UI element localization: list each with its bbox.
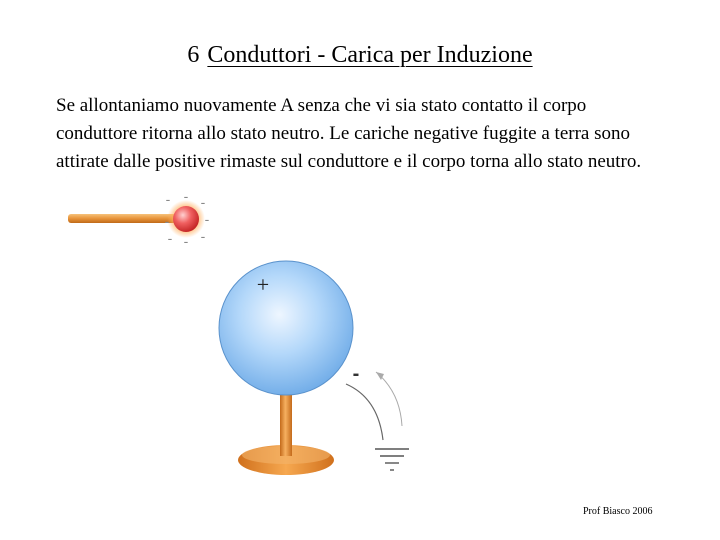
rod-charge-sign: -	[165, 191, 171, 207]
body-line: Se allontaniamo nuovamente A senza che vi sia stato contatto il corpo	[56, 95, 587, 116]
rod-charge-sign: -	[204, 211, 210, 227]
ground-wire	[346, 384, 383, 440]
body-line: attirate dalle positive rimaste sul conduttore e il corpo torna allo stato neutro.	[56, 151, 642, 172]
title-number: 6	[187, 42, 200, 68]
rod-charge-sign: -	[200, 194, 206, 210]
conductor-sphere	[219, 261, 353, 395]
ground-symbol-icon	[375, 449, 409, 470]
title-text: Conduttori - Carica per Induzione	[207, 42, 533, 68]
rod-charge-sign: -	[183, 233, 189, 249]
rod-charge-sign: -	[164, 213, 170, 229]
sphere-charge-sign: +	[256, 272, 270, 297]
body-line: conduttore ritorna allo stato neutro. Le cariche negative fuggite a terra sono	[56, 123, 630, 144]
footer-credit: Prof Biasco 2006	[583, 506, 653, 517]
stand-pole	[280, 390, 292, 456]
rod-charge-sign: -	[167, 230, 173, 246]
rod-charge-sign: -	[183, 188, 189, 204]
ground-charge-sign: -	[352, 363, 360, 385]
rod-charge-sign: -	[200, 228, 206, 244]
return-arrow	[376, 372, 402, 426]
rod-ball	[173, 206, 199, 232]
